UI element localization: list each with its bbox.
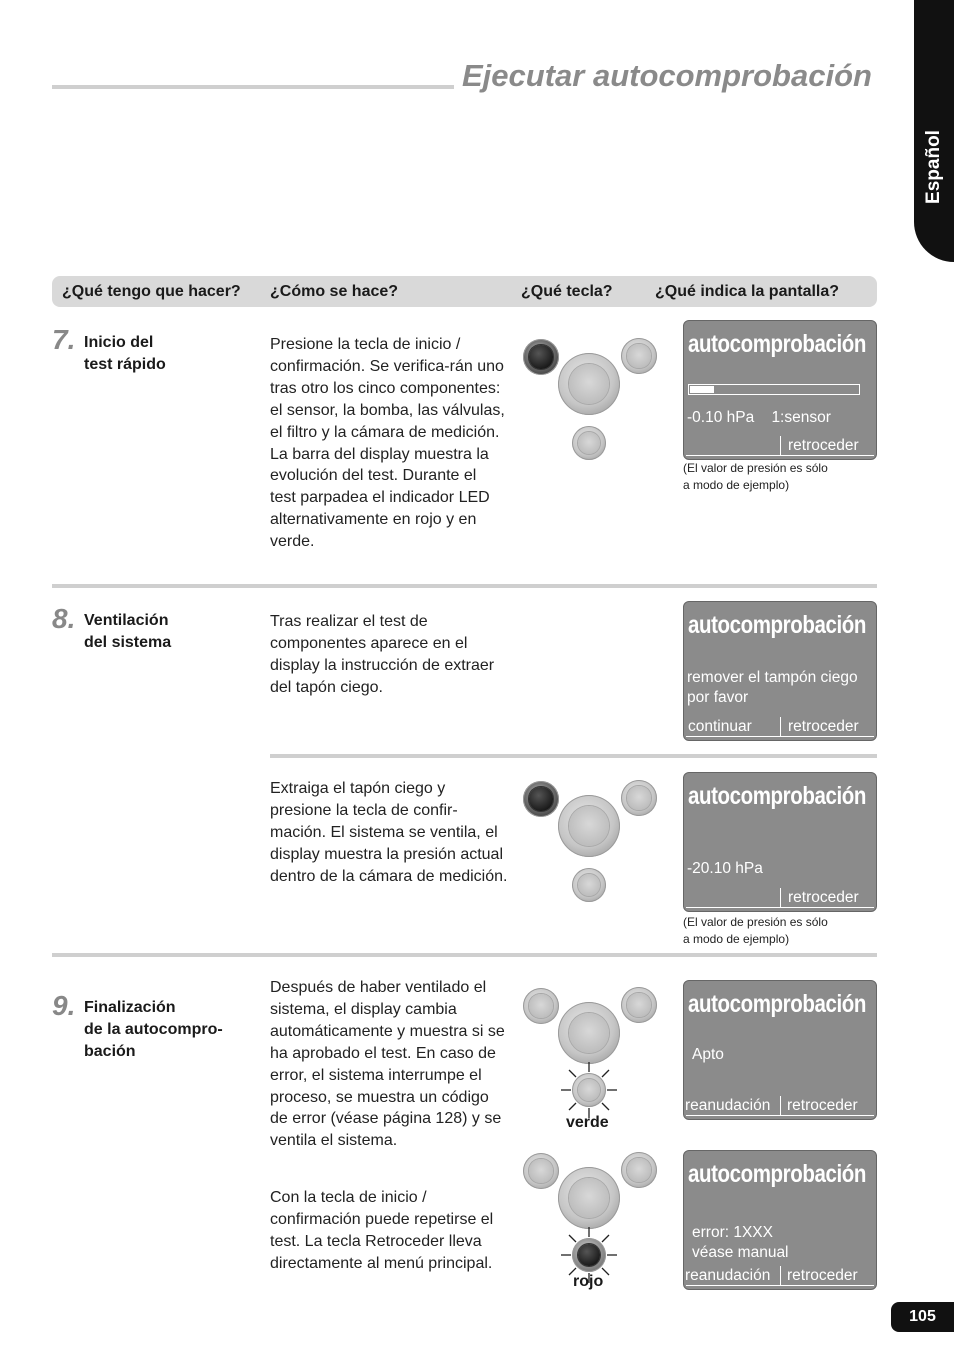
keypad xyxy=(520,778,660,908)
progress-fill xyxy=(690,386,714,393)
display-line: -20.10 hPa xyxy=(687,860,763,877)
led-red-label: rojo xyxy=(573,1273,604,1290)
display-button-separator xyxy=(780,1096,781,1116)
step-text: Presione la tecla de inicio / confirmación. Se verifica-rán uno tras otro los cinco componentes: el sensor, la bomba, las válvulas, el filtro y la cámara de medición. La barra del display muestra la evolución del test. Durante el test parpadea el indicador LED alternativamente en rojo y en verde. xyxy=(270,336,505,551)
display-resume-button: reanudación xyxy=(685,1267,771,1284)
step-separator xyxy=(52,953,877,957)
display-line: -0.10 hPa 1:sensor xyxy=(687,409,831,426)
display-title: autocomprobación xyxy=(688,1160,866,1188)
left-key-button[interactable] xyxy=(523,339,559,375)
step-separator xyxy=(270,754,877,758)
display-button-separator xyxy=(780,436,781,456)
start-confirm-key-button[interactable] xyxy=(558,1002,620,1064)
display-back-button: retroceder xyxy=(788,889,859,906)
display-button-separator xyxy=(780,888,781,908)
display-back-button: retroceder xyxy=(788,718,859,735)
back-key-button[interactable] xyxy=(621,987,657,1023)
step-text: Extraiga el tapón ciego y presione la tecla de confir-mación. El sistema se ventila, el display muestra la presión actual dentro de la cámara de medición. xyxy=(270,780,508,885)
step-number: 7. xyxy=(52,324,76,355)
display-line: remover el tampón ciego xyxy=(687,669,858,686)
display-resume-button: reanudación xyxy=(685,1097,771,1114)
display-line: Apto xyxy=(692,1046,724,1063)
step-number: 8. xyxy=(52,603,76,634)
back-key-button[interactable] xyxy=(621,780,657,816)
left-key-button[interactable] xyxy=(523,988,559,1024)
display-screen xyxy=(683,772,877,912)
column-header-screen: ¿Qué indica la pantalla? xyxy=(655,283,840,300)
display-screen xyxy=(683,980,877,1120)
left-key-button[interactable] xyxy=(523,781,559,817)
keypad xyxy=(520,985,660,1115)
column-header-key: ¿Qué tecla? xyxy=(521,283,613,300)
back-key-button[interactable] xyxy=(621,338,657,374)
display-screen xyxy=(683,601,877,741)
display-title: autocomprobación xyxy=(688,990,866,1018)
keypad xyxy=(520,1150,660,1280)
display-line: por favor xyxy=(687,689,749,706)
page-title: Ejecutar autocomprobación xyxy=(462,58,872,93)
step-separator xyxy=(52,584,877,588)
column-header-how: ¿Cómo se hace? xyxy=(270,283,399,300)
display-title: autocomprobación xyxy=(688,611,866,639)
back-key-button[interactable] xyxy=(621,1152,657,1188)
display-screen xyxy=(683,320,877,460)
language-tab-label: Español xyxy=(923,130,944,204)
step-text-2: Con la tecla de inicio / confirmación puede repetirse el test. La tecla Retroceder lleva directamente al menú principal. xyxy=(270,1189,494,1272)
display-screen xyxy=(683,1150,877,1290)
start-confirm-key-button[interactable] xyxy=(558,1167,620,1229)
display-back-button: retroceder xyxy=(787,1267,858,1284)
led-indicator xyxy=(572,868,606,902)
start-confirm-key-button[interactable] xyxy=(558,795,620,857)
display-title: autocomprobación xyxy=(688,782,866,810)
display-note: (El valor de presión es sólo a modo de ejemplo) xyxy=(683,915,828,946)
page-number: 105 xyxy=(909,1308,936,1325)
step-text: Tras realizar el test de componentes aparece en el display la instrucción de extraer del tapón ciego. xyxy=(270,613,495,696)
step-number: 9. xyxy=(52,990,76,1021)
start-confirm-key-button[interactable] xyxy=(558,353,620,415)
column-header-what: ¿Qué tengo que hacer? xyxy=(62,283,241,300)
display-back-button: retroceder xyxy=(787,1097,858,1114)
left-key-button[interactable] xyxy=(523,1153,559,1189)
display-title: autocomprobación xyxy=(688,330,866,358)
display-button-separator xyxy=(780,1266,781,1286)
display-line: véase manual xyxy=(692,1244,789,1261)
step-title: Inicio del test rápido xyxy=(84,334,166,373)
display-continue-button: continuar xyxy=(688,718,752,735)
step-text: Después de haber ventilado el sistema, el display cambia automáticamente y muestra si se ha aprobado el test. En caso de error, el sistema interrumpe el proceso, se muestra un código de error (véase página 128) y se ventila el sistema. xyxy=(270,979,505,1150)
step-title: Finalización de la autocompro- bación xyxy=(84,999,223,1060)
led-indicator xyxy=(572,426,606,460)
led-green-label: verde xyxy=(566,1114,609,1131)
display-button-separator xyxy=(780,717,781,737)
step-title: Ventilación del sistema xyxy=(84,612,172,651)
language-tab-label-wrap xyxy=(914,92,954,242)
led-indicator xyxy=(572,1073,606,1107)
display-note: (El valor de presión es sólo a modo de ejemplo) xyxy=(683,461,828,492)
keypad xyxy=(520,335,660,465)
led-indicator xyxy=(572,1238,606,1272)
progress-bar xyxy=(688,384,860,395)
display-line: error: 1XXX xyxy=(692,1224,773,1241)
title-rule xyxy=(52,85,454,89)
display-back-button: retroceder xyxy=(788,437,859,454)
